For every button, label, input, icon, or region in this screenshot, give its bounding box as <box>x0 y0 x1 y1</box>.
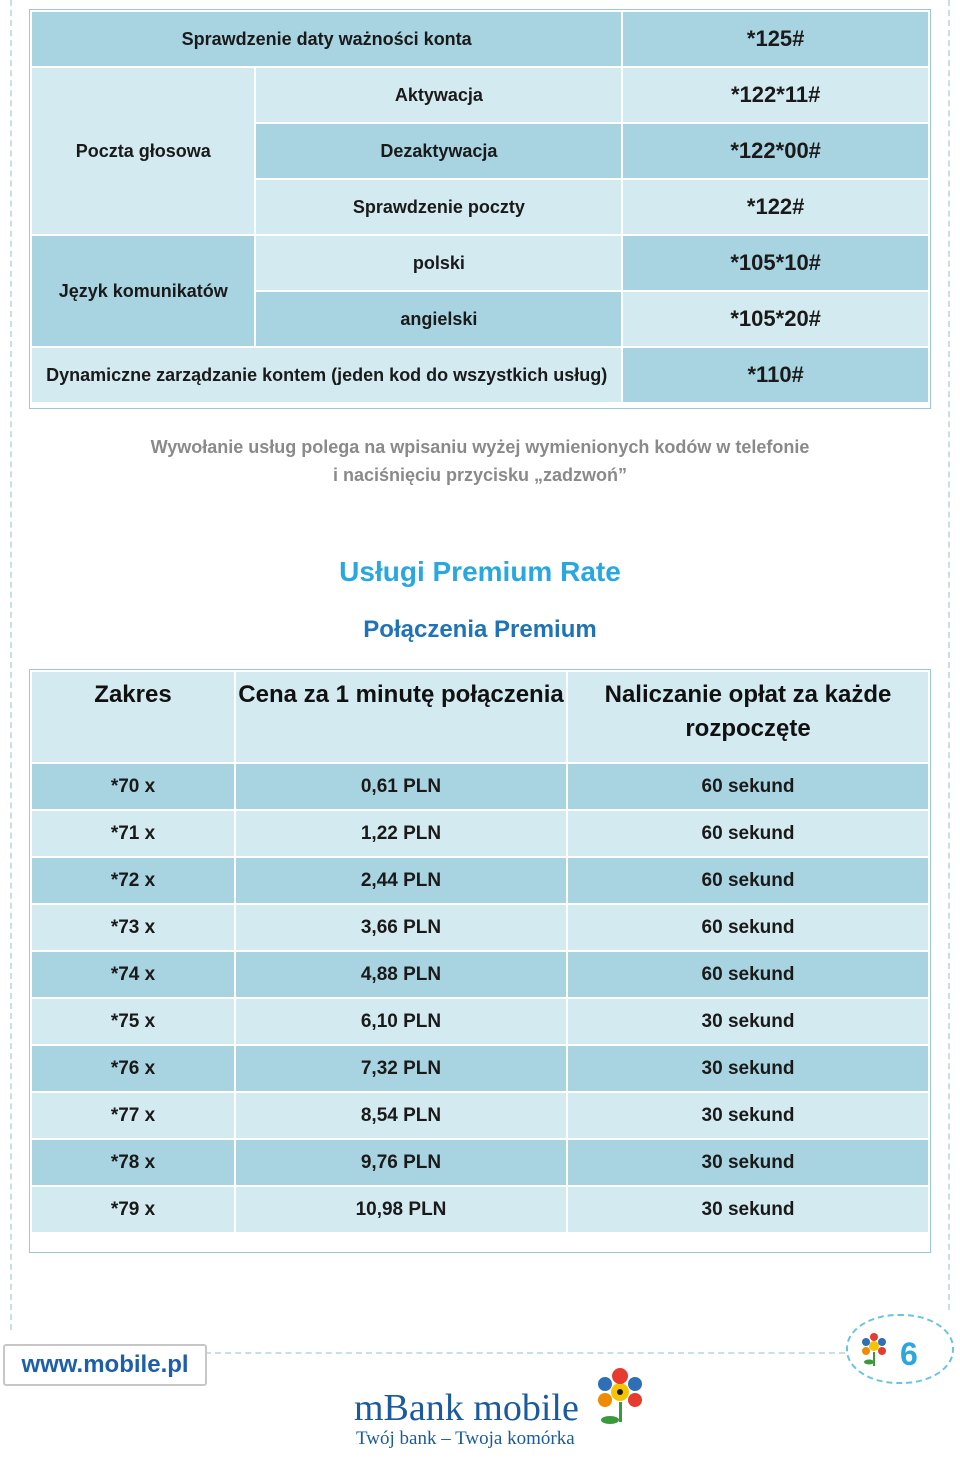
price-cell: 7,32 PLN <box>235 1045 567 1092</box>
service-code: *110# <box>622 347 929 403</box>
billing-cell: 30 sekund <box>567 1045 929 1092</box>
website-badge[interactable]: www.mobile.pl <box>3 1344 207 1386</box>
price-cell: 0,61 PLN <box>235 763 567 810</box>
range-cell: *74 x <box>31 951 235 998</box>
billing-cell: 60 sekund <box>567 857 929 904</box>
service-label: Dynamiczne zarządzanie kontem (jeden kod do wszystkich usług) <box>31 347 622 403</box>
premium-section-title: Usługi Premium Rate <box>339 556 621 587</box>
flower-logo-icon <box>590 1366 654 1430</box>
logo-tagline: Twój bank – Twoja komórka <box>356 1428 575 1449</box>
range-cell: *73 x <box>31 904 235 951</box>
service-label: Sprawdzenie daty ważności konta <box>31 11 622 67</box>
price-cell: 1,22 PLN <box>235 810 567 857</box>
page-number: 6 <box>900 1336 918 1372</box>
column-header-range: Zakres <box>31 671 235 763</box>
table-row <box>31 951 929 998</box>
range-cell: *75 x <box>31 998 235 1045</box>
range-cell: *76 x <box>31 1045 235 1092</box>
table-row <box>31 11 929 67</box>
range-cell: *70 x <box>31 763 235 810</box>
group-label-voicemail: Poczta głosowa <box>31 67 255 235</box>
service-codes-table <box>30 10 930 404</box>
service-label: Sprawdzenie poczty <box>255 179 622 235</box>
service-code: *105*10# <box>622 235 929 291</box>
billing-cell: 30 sekund <box>567 1092 929 1139</box>
page-border-bottom <box>205 1352 845 1354</box>
flower-icon <box>856 1332 892 1372</box>
price-cell: 2,44 PLN <box>235 857 567 904</box>
service-code: *125# <box>622 11 929 67</box>
table-row <box>31 998 929 1045</box>
range-cell: *71 x <box>31 810 235 857</box>
range-cell: *77 x <box>31 1092 235 1139</box>
price-cell: 9,76 PLN <box>235 1139 567 1186</box>
range-cell: *79 x <box>31 1186 235 1233</box>
table-row <box>31 235 929 291</box>
billing-cell: 30 sekund <box>567 1139 929 1186</box>
price-cell: 4,88 PLN <box>235 951 567 998</box>
column-header-billing: Naliczanie opłat za każde rozpoczęte <box>567 671 929 763</box>
table-header-row <box>31 671 929 763</box>
page-border-right <box>948 0 950 1310</box>
premium-rates-table <box>30 670 930 1234</box>
table-row <box>31 1045 929 1092</box>
price-cell: 8,54 PLN <box>235 1092 567 1139</box>
table-row <box>31 1092 929 1139</box>
table-row <box>31 763 929 810</box>
table-row <box>31 810 929 857</box>
table-row <box>31 67 929 123</box>
usage-note-line-2: i naciśnięciu przycisku „zadzwoń” <box>332 465 628 485</box>
service-label: polski <box>255 235 622 291</box>
service-code: *122# <box>622 179 929 235</box>
billing-cell: 60 sekund <box>567 951 929 998</box>
price-cell: 6,10 PLN <box>235 998 567 1045</box>
table-row <box>31 1186 929 1233</box>
table-row <box>31 904 929 951</box>
billing-cell: 60 sekund <box>567 904 929 951</box>
table-row <box>31 347 929 403</box>
service-code: *105*20# <box>622 291 929 347</box>
service-label: Aktywacja <box>255 67 622 123</box>
price-cell: 10,98 PLN <box>235 1186 567 1233</box>
billing-cell: 60 sekund <box>567 810 929 857</box>
usage-note-line-1: Wywołanie usług polega na wpisaniu wyżej wymienionych kodów w telefonie <box>150 437 810 457</box>
premium-section-subtitle: Połączenia Premium <box>363 616 597 643</box>
price-cell: 3,66 PLN <box>235 904 567 951</box>
table-row <box>31 1139 929 1186</box>
range-cell: *72 x <box>31 857 235 904</box>
table-row <box>31 857 929 904</box>
service-label: Dezaktywacja <box>255 123 622 179</box>
mbank-mobile-logo <box>352 1366 652 1476</box>
group-label-language: Język komunikatów <box>31 235 255 347</box>
logo-name: mBank mobile <box>354 1387 579 1429</box>
billing-cell: 60 sekund <box>567 763 929 810</box>
page-border-left <box>10 0 12 1330</box>
billing-cell: 30 sekund <box>567 998 929 1045</box>
billing-cell: 30 sekund <box>567 1186 929 1233</box>
range-cell: *78 x <box>31 1139 235 1186</box>
column-header-price: Cena za 1 minutę połączenia <box>235 671 567 763</box>
service-code: *122*11# <box>622 67 929 123</box>
service-label: angielski <box>255 291 622 347</box>
service-code: *122*00# <box>622 123 929 179</box>
